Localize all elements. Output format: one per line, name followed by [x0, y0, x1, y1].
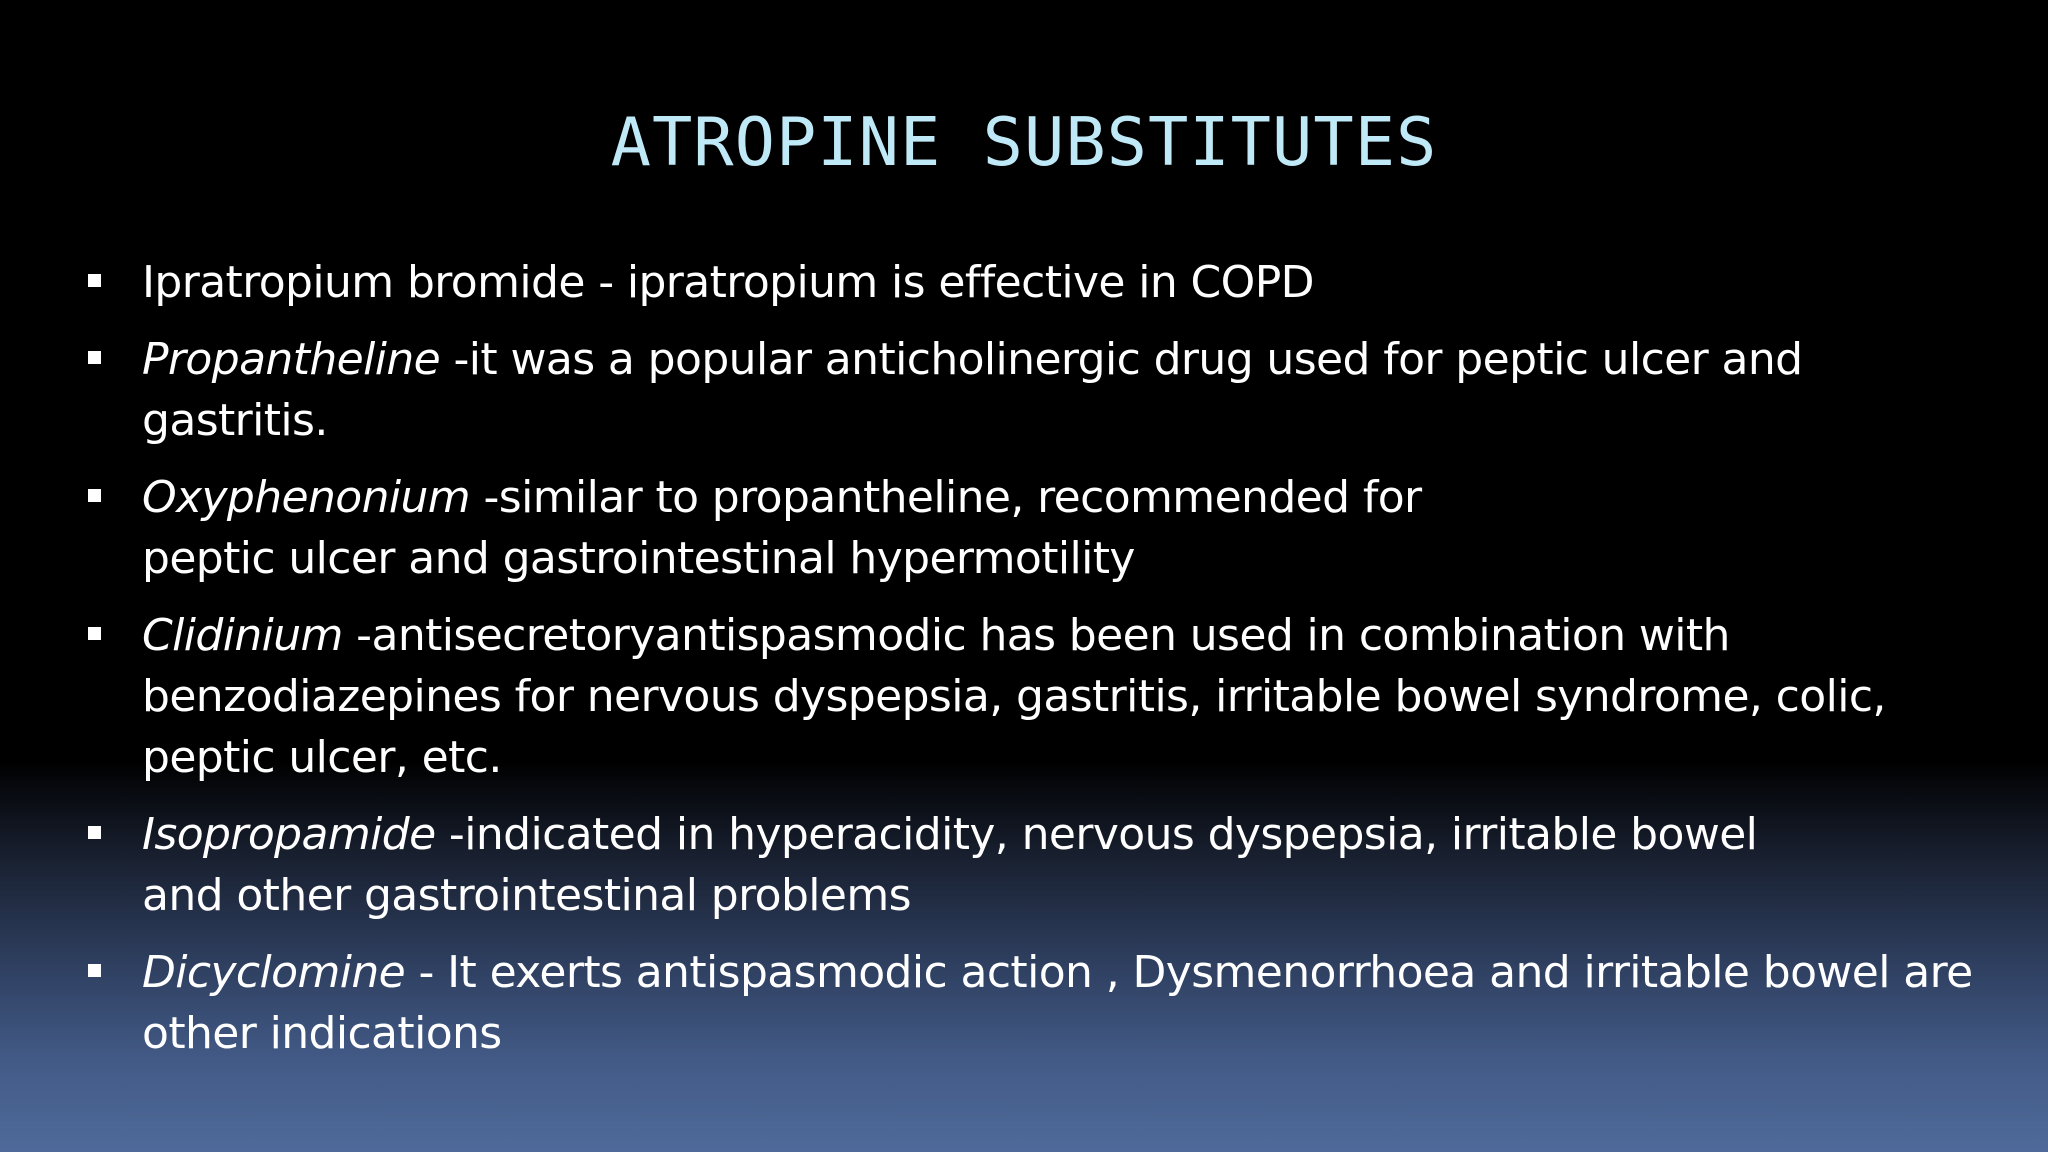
bullet-item [88, 252, 1988, 313]
bullet-line [142, 942, 1988, 1003]
square-bullet-icon [88, 964, 101, 977]
square-bullet-icon [88, 489, 101, 502]
bullet-item [88, 329, 1988, 451]
drug-name: Isopropamide [142, 809, 436, 860]
bullet-text: -antisecretoryantispasmodic has been used in combination with [342, 610, 1730, 661]
bullet-text: Ipratropium bromide - ipratropium is effective in COPD [142, 257, 1314, 308]
square-bullet-icon [88, 274, 101, 287]
bullet-line: other indications [142, 1008, 502, 1059]
slide-title: ATROPINE SUBSTITUTES [610, 103, 1438, 181]
bullet-line: peptic ulcer and gastrointestinal hypermotility [142, 533, 1135, 584]
bullet-list [88, 252, 1988, 1080]
bullet-line [142, 252, 1988, 313]
drug-name: Oxyphenonium [142, 472, 471, 523]
bullet-text: -indicated in hyperacidity, nervous dyspepsia, irritable bowel [435, 809, 1758, 860]
bullet-text: -it was a popular anticholinergic drug used for peptic ulcer and [440, 334, 1803, 385]
drug-name: Clidinium [142, 610, 343, 661]
drug-name: Propantheline [142, 334, 441, 385]
bullet-text: - It exerts antispasmodic action , Dysmenorrhoea and irritable bowel are [405, 947, 1973, 998]
square-bullet-icon [88, 826, 101, 839]
drug-name: Dicyclomine [142, 947, 406, 998]
square-bullet-icon [88, 351, 101, 364]
bullet-line: benzodiazepines for nervous dyspepsia, gastritis, irritable bowel syndrome, colic, [142, 671, 1886, 722]
bullet-line [142, 329, 1988, 390]
bullet-line: peptic ulcer, etc. [142, 732, 502, 783]
bullet-line: and other gastrointestinal problems [142, 870, 911, 921]
bullet-item [88, 605, 1988, 788]
square-bullet-icon [88, 627, 101, 640]
bullet-item [88, 804, 1988, 926]
bullet-item [88, 467, 1988, 589]
bullet-line: gastritis. [142, 395, 328, 446]
bullet-text: -similar to propantheline, recommended for [470, 472, 1422, 523]
bullet-line [142, 605, 1988, 666]
bullet-item [88, 942, 1988, 1064]
bullet-line [142, 804, 1988, 865]
bullet-line [142, 467, 1988, 528]
